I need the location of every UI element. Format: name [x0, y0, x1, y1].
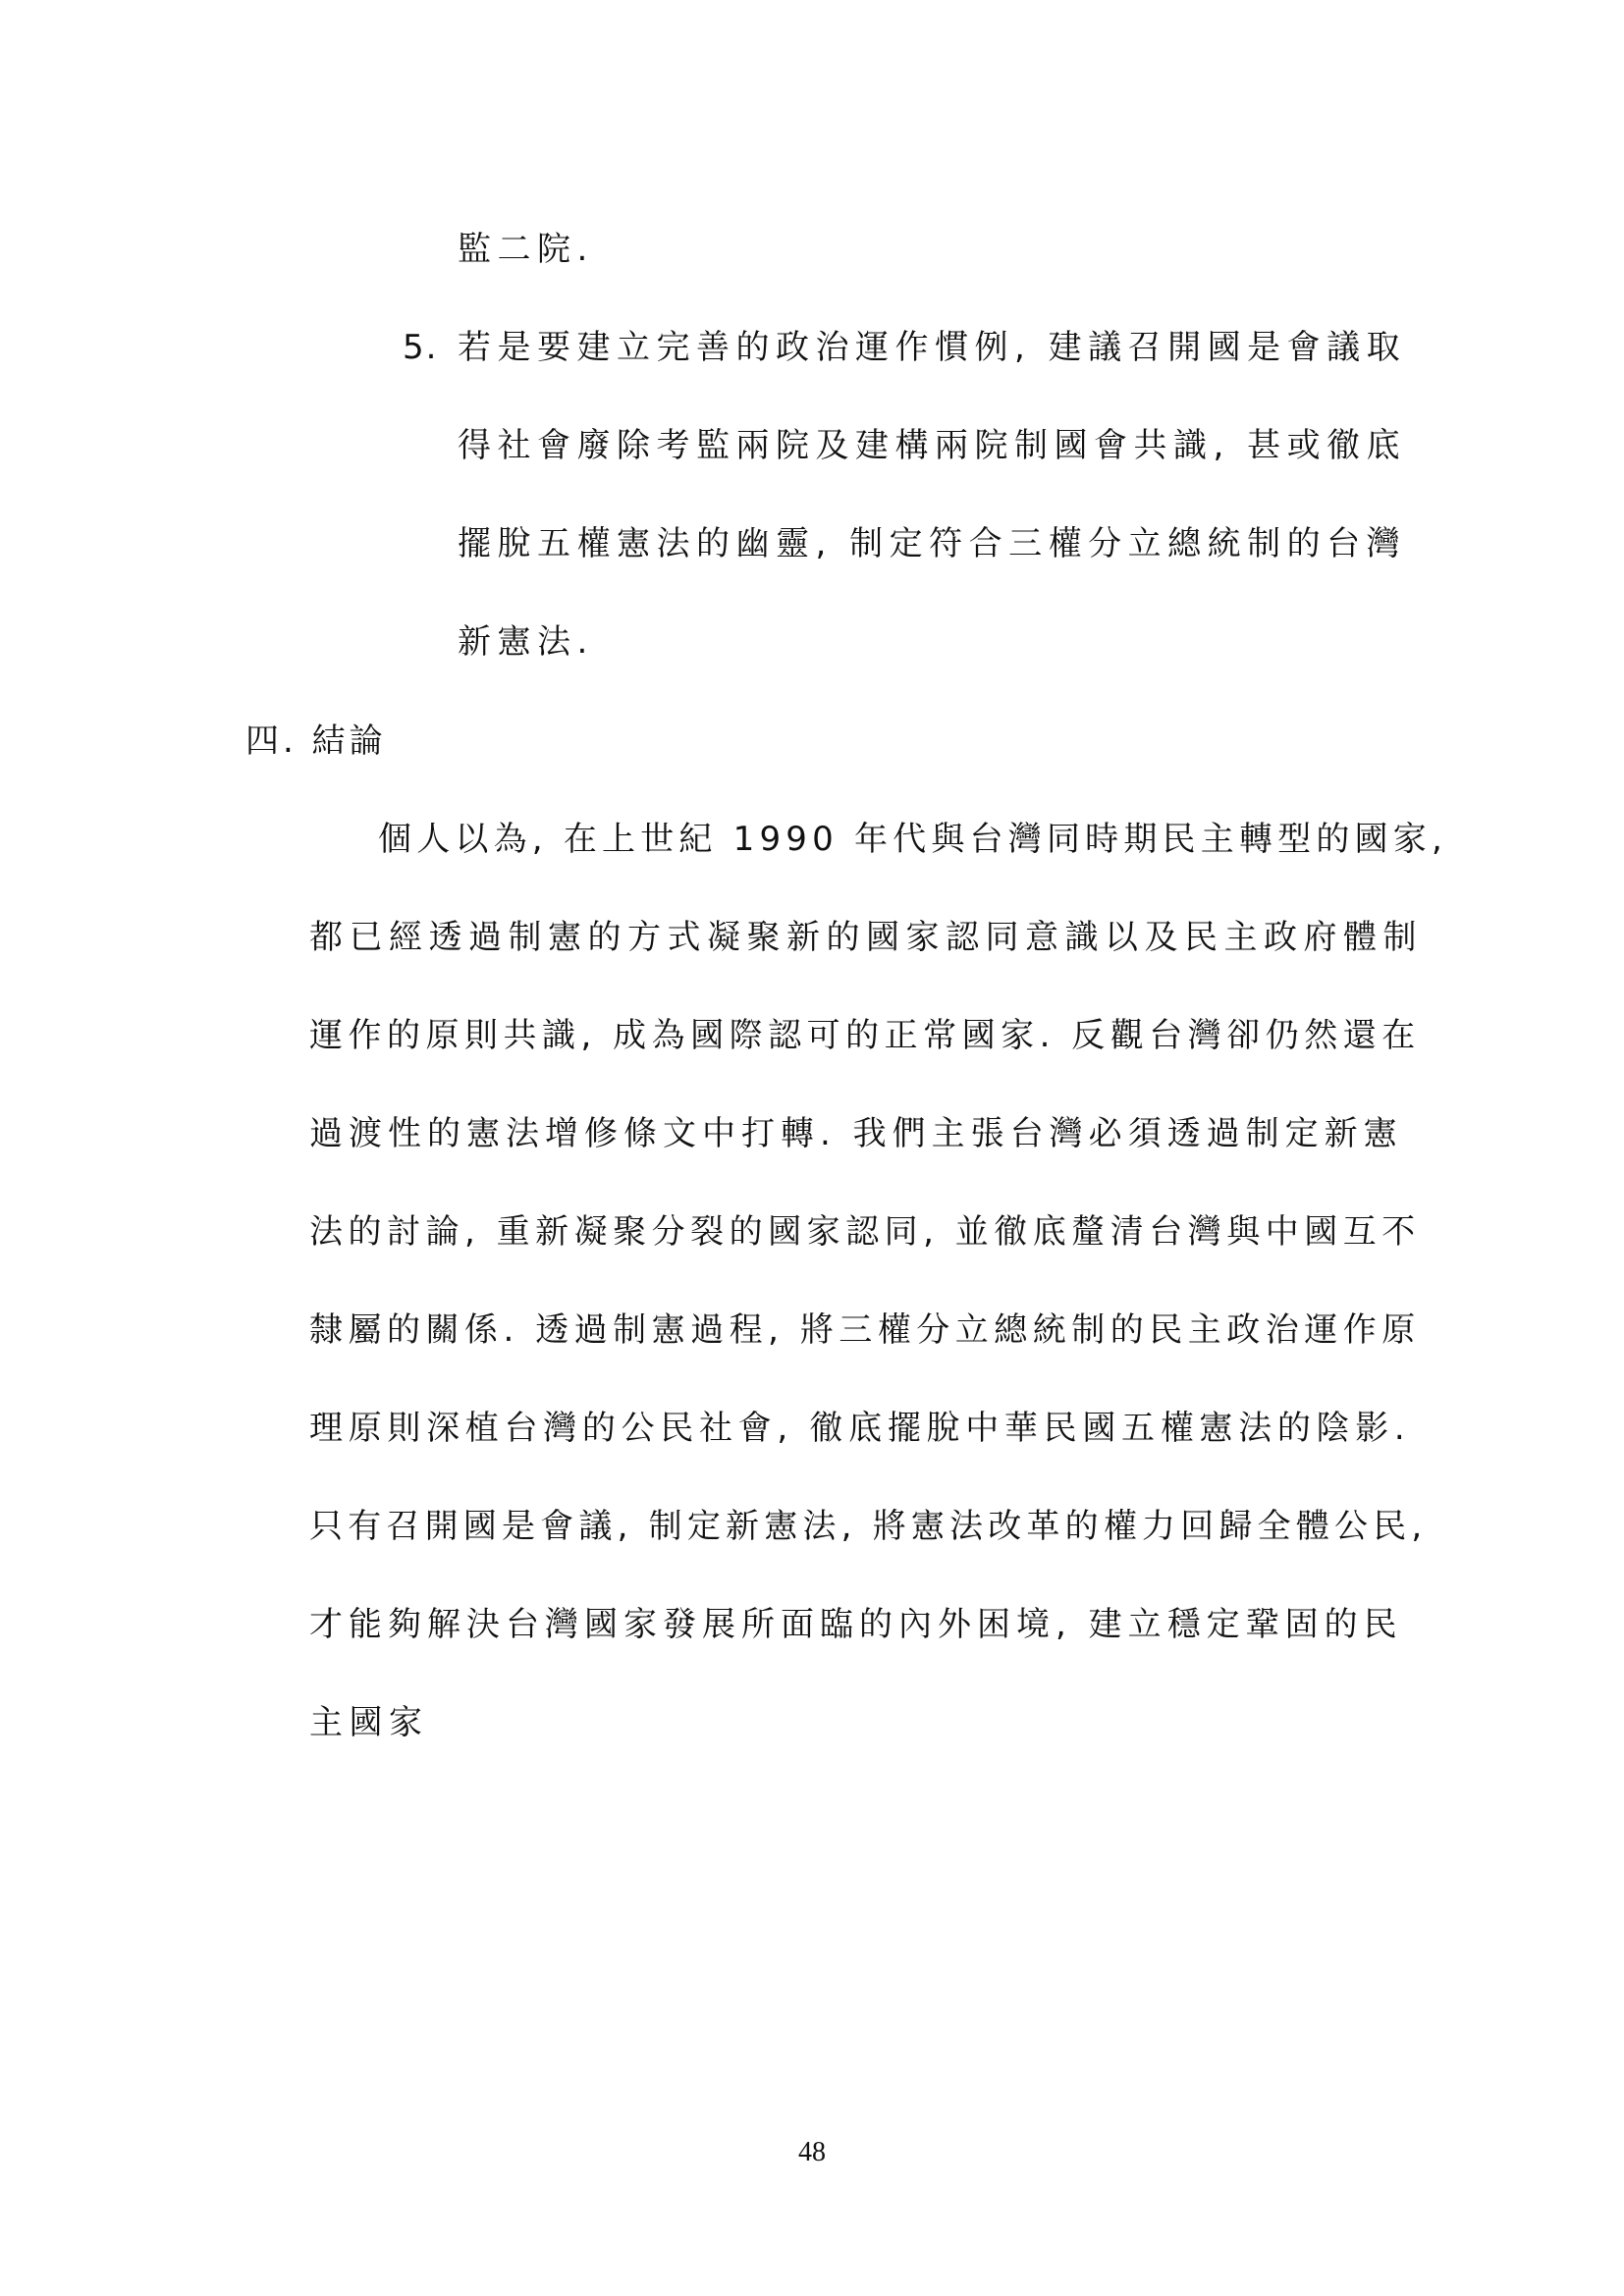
conclusion-line-10: 主國家: [309, 1703, 429, 1742]
conclusion-line-5: 法的討論, 重新凝聚分裂的國家認同, 並徹底釐清台灣與中國互不: [309, 1212, 1421, 1252]
item5-line-4: 新憲法.: [458, 622, 594, 662]
conclusion-line-9: 才能夠解決台灣國家發展所面臨的內外困境, 建立穩定鞏固的民: [309, 1605, 1403, 1644]
conclusion-line-7: 理原則深植台灣的公民社會, 徹底擺脫中華民國五權憲法的陰影.: [309, 1409, 1411, 1448]
page-number: 48: [798, 2137, 826, 2167]
item5-number: 5.: [403, 328, 439, 367]
section-heading-conclusion: 四. 結論: [245, 721, 387, 761]
conclusion-line-2: 都已經透過制憲的方式凝聚新的國家認同意識以及民主政府體制: [309, 918, 1423, 957]
conclusion-line-4: 過渡性的憲法增修條文中打轉. 我們主張台灣必須透過制定新憲: [309, 1114, 1403, 1153]
conclusion-line-8: 只有召開國是會議, 制定新憲法, 將憲法改革的權力回歸全體公民,: [309, 1507, 1428, 1546]
item4-continuation: 監二院.: [458, 230, 594, 269]
conclusion-line-3: 運作的原則共識, 成為國際認可的正常國家. 反觀台灣卻仍然還在: [309, 1016, 1421, 1055]
conclusion-line-1: 個人以為, 在上世紀 1990 年代與台灣同時期民主轉型的國家,: [378, 820, 1447, 859]
item5-line-2: 得社會廢除考監兩院及建構兩院制國會共識, 甚或徹底: [458, 426, 1407, 465]
conclusion-line-6: 隸屬的關係. 透過制憲過程, 將三權分立總統制的民主政治運作原: [309, 1310, 1421, 1350]
item5-line-1: 若是要建立完善的政治運作慣例, 建議召開國是會議取: [458, 328, 1407, 367]
item5-line-3: 擺脫五權憲法的幽靈, 制定符合三權分立總統制的台灣: [458, 524, 1407, 563]
